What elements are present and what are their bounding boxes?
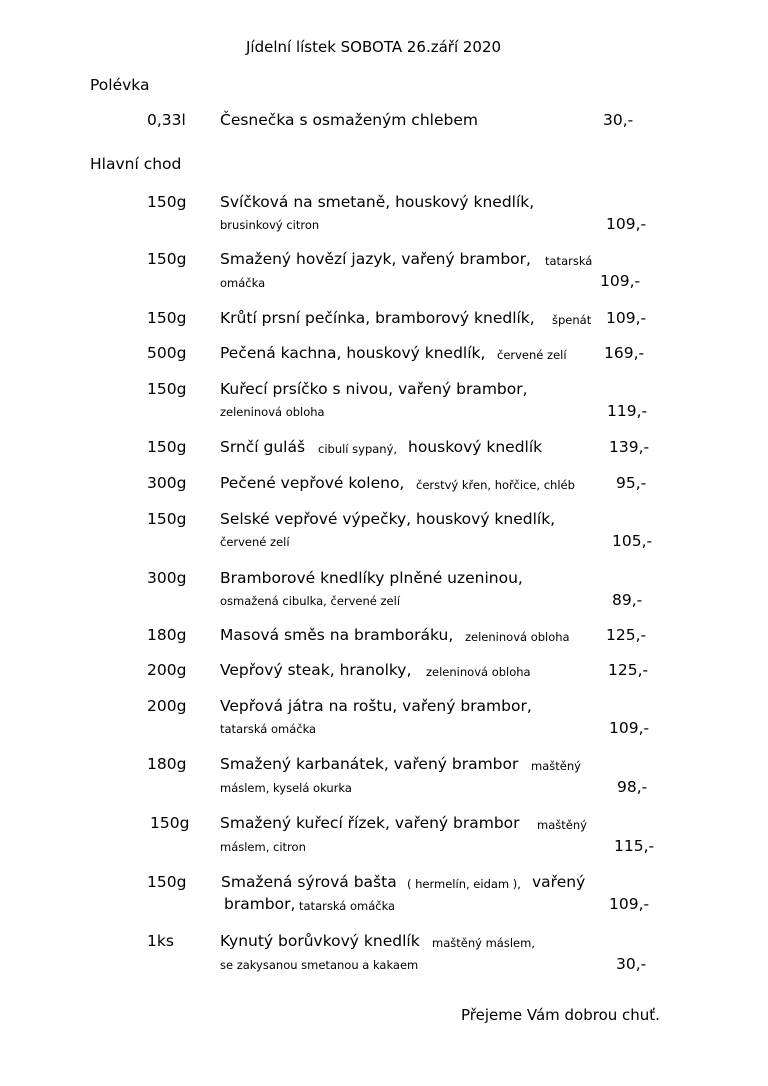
item-side-dish: brusinkový citron bbox=[220, 218, 320, 232]
item-name: Vepřová játra na roštu, vařený brambor, bbox=[220, 697, 532, 715]
item-side-dish: cibulí sypaný, bbox=[318, 442, 398, 456]
item-price: 30,- bbox=[616, 955, 647, 973]
item-quantity: 150g bbox=[150, 814, 190, 832]
item-side-dish: zeleninová obloha bbox=[220, 405, 325, 419]
item-quantity: 180g bbox=[147, 626, 187, 644]
item-side-dish: maštěný bbox=[537, 818, 587, 832]
menu-title: Jídelní lístek SOBOTA 26.září 2020 bbox=[246, 38, 502, 56]
item-quantity: 300g bbox=[147, 474, 187, 492]
item-price: 109,- bbox=[609, 719, 650, 737]
item-price: 119,- bbox=[607, 402, 648, 420]
item-name: Kuřecí prsíčko s nivou, vařený brambor, bbox=[220, 380, 528, 398]
item-price: 89,- bbox=[612, 591, 643, 609]
item-side-dish: červené zelí bbox=[497, 348, 567, 362]
item-price: 98,- bbox=[617, 778, 648, 796]
item-name: Smažený hovězí jazyk, vařený brambor, bbox=[220, 250, 531, 268]
item-name-cont: houskový knedlík bbox=[408, 438, 543, 456]
item-quantity: 150g bbox=[147, 380, 187, 398]
item-quantity: 150g bbox=[147, 510, 187, 528]
item-price: 109,- bbox=[606, 215, 647, 233]
item-name: Smažený karbanátek, vařený brambor bbox=[220, 755, 519, 773]
item-price: 125,- bbox=[608, 661, 649, 679]
item-side-dish: maštěný máslem, bbox=[432, 936, 535, 950]
item-price: 109,- bbox=[600, 272, 641, 290]
item-price: 95,- bbox=[616, 474, 647, 492]
item-price: 109,- bbox=[606, 309, 647, 327]
item-side-dish: zeleninová obloha bbox=[465, 630, 570, 644]
item-side-dish: máslem, kyselá okurka bbox=[220, 781, 352, 795]
item-name: Selské vepřové výpečky, houskový knedlík, bbox=[220, 510, 556, 528]
item-side-dish: čerstvý křen, hořčice, chléb bbox=[416, 478, 575, 492]
section-heading-soup: Polévka bbox=[90, 76, 150, 94]
item-side-dish: osmažená cibulka, červené zelí bbox=[220, 594, 401, 608]
item-quantity: 150g bbox=[147, 250, 187, 268]
item-quantity: 300g bbox=[147, 569, 187, 587]
item-name: Svíčková na smetaně, houskový knedlík, bbox=[220, 193, 535, 211]
item-quantity: 200g bbox=[147, 697, 187, 715]
item-side-dish: červené zelí bbox=[220, 535, 290, 549]
item-side-dish: tatarská omáčka bbox=[220, 722, 317, 736]
item-quantity: 180g bbox=[147, 755, 187, 773]
item-side-dish: omáčka bbox=[220, 276, 266, 290]
item-name-cont: vařený bbox=[532, 873, 586, 891]
item-name: Bramborové knedlíky plněné uzeninou, bbox=[220, 569, 523, 587]
item-quantity: 150g bbox=[147, 873, 187, 891]
item-quantity: 150g bbox=[147, 193, 187, 211]
closing-greeting: Přejeme Vám dobrou chuť. bbox=[461, 1006, 660, 1024]
item-price: 109,- bbox=[609, 895, 650, 913]
item-side-dish: máslem, citron bbox=[220, 840, 306, 854]
item-quantity: 200g bbox=[147, 661, 187, 679]
item-price: 125,- bbox=[606, 626, 647, 644]
item-name: Smažená sýrová bašta bbox=[221, 873, 397, 891]
item-price: 169,- bbox=[604, 344, 645, 362]
item-name: Česnečka s osmaženým chlebem bbox=[220, 111, 478, 129]
item-side-dish: zeleninová obloha bbox=[426, 665, 531, 679]
item-name: Masová směs na bramboráku, bbox=[220, 626, 454, 644]
item-name-cont: brambor, bbox=[224, 895, 296, 913]
item-name: Vepřový steak, hranolky, bbox=[220, 661, 412, 679]
item-quantity: 500g bbox=[147, 344, 187, 362]
item-side-dish: ( hermelín, eidam ), bbox=[407, 877, 521, 891]
item-name: Pečená kachna, houskový knedlík, bbox=[220, 344, 486, 362]
item-quantity: 150g bbox=[147, 309, 187, 327]
item-price: 139,- bbox=[609, 438, 650, 456]
item-name: Krůtí prsní pečínka, bramborový knedlík, bbox=[220, 309, 535, 327]
item-quantity: 150g bbox=[147, 438, 187, 456]
item-name: Smažený kuřecí řízek, vařený brambor bbox=[220, 814, 520, 832]
item-side-dish: tatarská omáčka bbox=[299, 899, 396, 913]
item-name: Srnčí guláš bbox=[220, 438, 306, 456]
item-quantity: 0,33l bbox=[147, 111, 186, 129]
item-side-dish: maštěný bbox=[531, 759, 581, 773]
section-heading-main: Hlavní chod bbox=[90, 155, 182, 173]
item-name: Pečené vepřové koleno, bbox=[220, 474, 405, 492]
item-quantity: 1ks bbox=[147, 932, 174, 950]
item-side-dish: se zakysanou smetanou a kakaem bbox=[220, 958, 419, 972]
item-price: 30,- bbox=[603, 111, 634, 129]
item-side-dish: tatarská bbox=[545, 254, 593, 268]
item-price: 115,- bbox=[614, 837, 655, 855]
item-side-dish: špenát bbox=[552, 313, 592, 327]
item-name: Kynutý borůvkový knedlík bbox=[220, 932, 420, 950]
item-price: 105,- bbox=[612, 532, 653, 550]
